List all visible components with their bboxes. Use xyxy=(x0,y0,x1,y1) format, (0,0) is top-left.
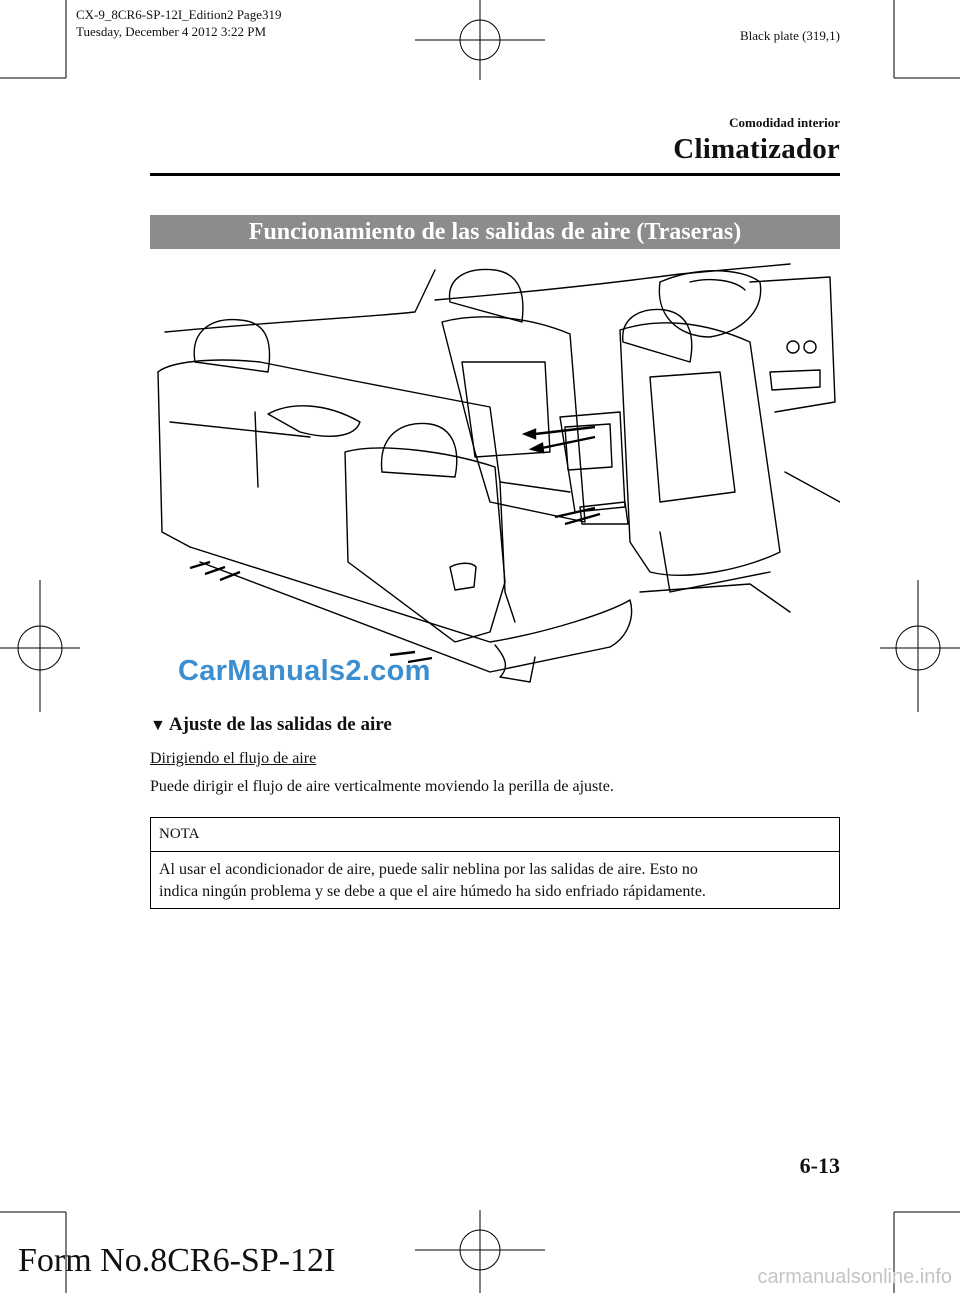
print-meta-date: Tuesday, December 4 2012 3:22 PM xyxy=(76,24,267,39)
note-label: NOTA xyxy=(151,818,839,852)
print-meta-file: CX-9_8CR6-SP-12I_Edition2 Page319 xyxy=(76,7,282,22)
body-paragraph: Puede dirigir el flujo de aire verticalmente moviendo la perilla de ajuste. xyxy=(150,778,614,795)
section-banner: Funcionamiento de las salidas de aire (Traseras) xyxy=(150,215,840,249)
topic-heading: Dirigiendo el flujo de aire xyxy=(150,750,317,767)
subheading-text: Ajuste de las salidas de aire xyxy=(168,714,392,735)
subheading xyxy=(150,714,392,736)
print-plate: Black plate (319,1) xyxy=(740,28,840,43)
note-box xyxy=(150,817,840,909)
note-line: indica ningún problema y se debe a que el aire húmedo ha sido enfriado rápidamente. xyxy=(159,883,706,900)
page-title: Climatizador xyxy=(673,133,840,165)
note-line: Al usar el acondicionador de aire, puede salir neblina por las salidas de aire. Esto no xyxy=(159,861,698,878)
header-rule xyxy=(150,173,840,176)
triangle-down-icon: ▼ xyxy=(150,717,166,734)
form-number: Form No.8CR6-SP-12I xyxy=(18,1242,336,1279)
rear-seat-vents-illustration xyxy=(150,262,840,702)
watermark-logo: CarManuals2.com xyxy=(178,655,431,687)
page-number: 6-13 xyxy=(799,1153,840,1178)
note-text xyxy=(151,852,839,903)
print-meta xyxy=(76,6,281,40)
site-watermark: carmanualsonline.info xyxy=(757,1266,952,1288)
section-label: Comodidad interior xyxy=(729,115,840,130)
